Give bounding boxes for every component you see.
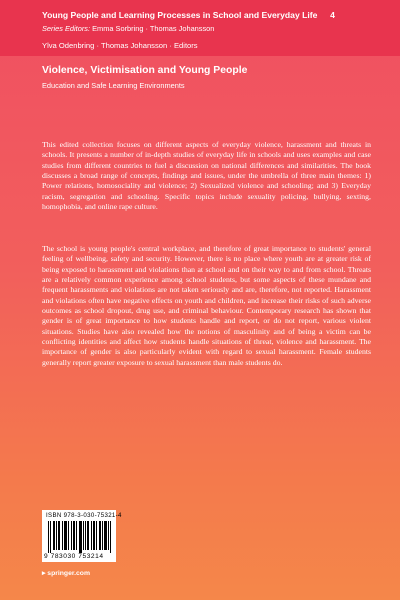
barcode-bar <box>87 521 88 550</box>
isbn-text: ISBN 978-3-030-75321-4 <box>46 512 122 519</box>
barcode-bar <box>64 521 65 550</box>
barcode-bar <box>93 521 94 550</box>
barcode-bar <box>100 521 101 550</box>
book-subtitle: Education and Safe Learning Environments <box>42 81 185 90</box>
barcode-bar <box>76 521 77 550</box>
springer-website-link[interactable]: ▸ springer.com <box>42 570 90 577</box>
barcode-bar <box>56 521 57 550</box>
barcode-bar <box>106 521 107 550</box>
barcode-bar <box>71 521 72 550</box>
barcode-bar <box>66 521 67 550</box>
book-editors: Ylva Odenbring · Thomas Johansson · Editors <box>42 41 198 50</box>
series-volume-number: 4 <box>330 10 335 20</box>
barcode-digits: 9 783030 753214 <box>44 553 104 560</box>
barcode-bar <box>53 521 54 550</box>
barcode-bar <box>79 521 80 553</box>
barcode-bar <box>73 521 74 550</box>
barcode-bar <box>94 521 95 550</box>
isbn-barcode <box>42 510 122 562</box>
barcode-bar <box>88 521 89 550</box>
barcode-bar <box>85 521 86 550</box>
barcode-bar <box>108 521 109 550</box>
series-title-text: Young People and Learning Processes in School and Everyday Life <box>42 10 318 20</box>
barcode-bar <box>104 521 105 550</box>
barcode-bar <box>68 521 69 550</box>
barcode-bar <box>80 521 81 553</box>
series-editors-label: Series Editors: <box>42 24 91 33</box>
book-title: Violence, Victimisation and Young People <box>42 65 248 76</box>
barcode-bars <box>48 521 112 553</box>
barcode-bar <box>54 521 55 550</box>
blurb-paragraph-1: This edited collection focuses on different aspects of everyday violence, harassment and threats in schools. It presents a number of in-depth studies of everyday life in schools and uses examples and case studies from different countries to fuel a discussion on national differences and similarities. The book discusses a broad range of concepts, findings and issues, under the umbrella of three main themes: 1) Power relations, homosociality and violence; 2) Sexualized violence and schooling; and 3) Everyday racism, segregation and schooling. Specific topics include sexuality policing, bullying, sexting, homophobia, and online rape culture. <box>42 140 371 212</box>
barcode-bar <box>62 521 63 550</box>
barcode-bar <box>105 521 106 550</box>
series-editors-names: Emma Sorbring · Thomas Johansson <box>92 24 215 33</box>
barcode-bar <box>81 521 82 553</box>
barcode-bar <box>96 521 97 550</box>
barcode-bar <box>99 521 100 550</box>
series-title <box>42 10 392 20</box>
barcode-bar <box>48 521 49 553</box>
barcode-bar <box>102 521 103 550</box>
barcode-bar <box>50 521 51 553</box>
barcode-bar <box>58 521 59 550</box>
barcode-bar <box>110 521 111 553</box>
barcode-bar <box>65 521 66 550</box>
blurb-paragraph-2: The school is young people's central workplace, and therefore of great importance to students' general feeling of wellbeing, safety and security. However, there is no place where youth are at greater risk of being exposed to harassment and violations than at school and on their way to and from school. Threats are a relatively common experience among school students, but some aspects of these mundane and frequent harassments and violations are not taken seriously and are, therefore, not reported. Harassment and violations often have negative effects on youth and children, and increase their risks of such adverse outcomes as school dropout, drug use, and criminal behaviour. Contemporary research has shown that gender is of great importance to how students handle and report, or do not report, various violent situations. Studies have also revealed how the notions of masculinity and of being a victim can be conflicting identities and affect how students handle situations of threat, violence and harassment. The importance of gender is also particularly evident with regard to sexual harassment. Female students generally report greater exposure to sexual harassment than male students do. <box>42 244 371 367</box>
barcode-bar <box>74 521 75 550</box>
barcode-bar <box>83 521 84 550</box>
series-editors <box>42 24 214 33</box>
barcode-bar <box>59 521 60 550</box>
barcode-bar <box>91 521 92 550</box>
